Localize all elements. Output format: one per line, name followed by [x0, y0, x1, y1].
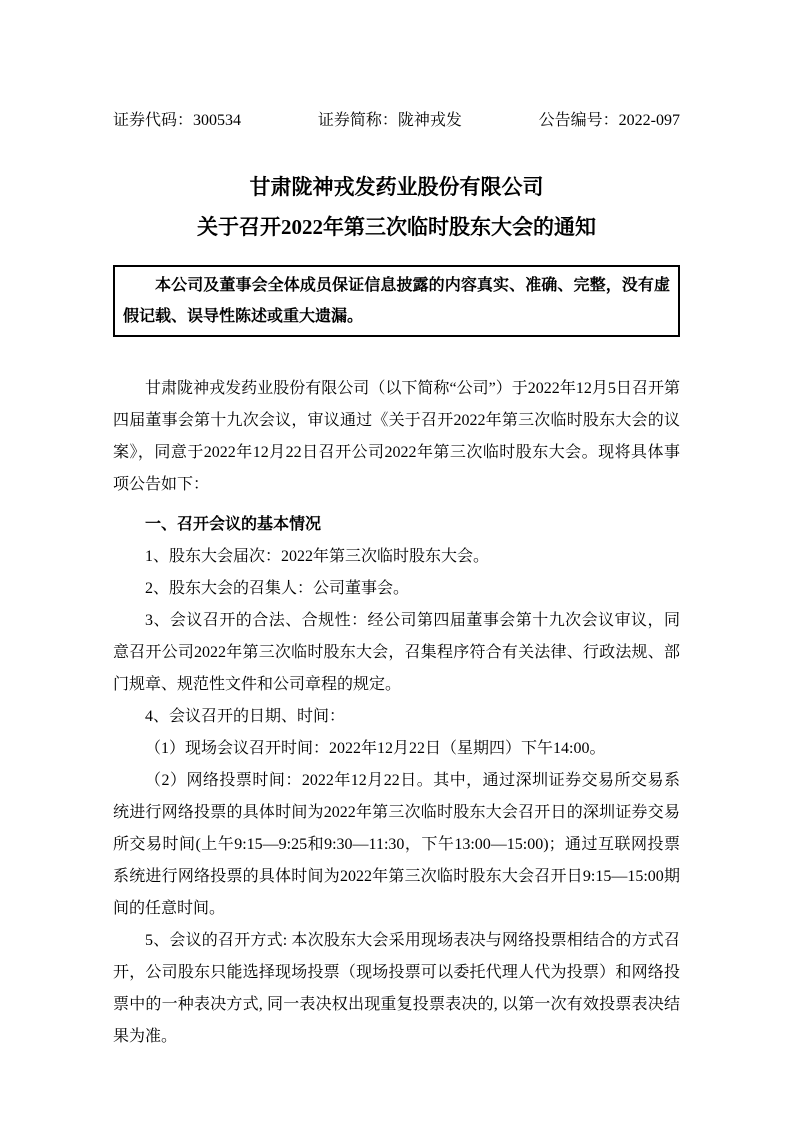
- item-date-time-label: 4、会议召开的日期、时间：: [145, 708, 346, 725]
- stock-code-label: 证券代码：300534: [113, 112, 242, 129]
- document-body: [113, 373, 680, 1053]
- item-convener: 2、股东大会的召集人：公司董事会。: [145, 580, 410, 597]
- item-meeting-method: 5、会议的召开方式: 本次股东大会采用现场表决与网络投票相结合的方式召开，公司股东只能选择现场投票（现场投票可以委托代理人代为投票）和网络投票中的一种表决方式, 同一表决权出现重复投票表决的, 以第一次有效投票表决结果为准。: [113, 932, 680, 1045]
- item-meeting-session: 1、股东大会届次：2022年第三次临时股东大会。: [145, 548, 490, 565]
- item-legality: 3、会议召开的合法、合规性：经公司第四届董事会第十九次会议审议，同意召开公司2022年第三次临时股东大会，召集程序符合有关法律、行政法规、部门规章、规范性文件和公司章程的规定。: [113, 612, 680, 693]
- item-onsite-meeting-time: （1）现场会议召开时间：2022年12月22日（星期四）下午14:00。: [145, 740, 606, 757]
- title-company-line: 甘肃陇神戎发药业股份有限公司: [249, 175, 544, 199]
- section-1-heading: 一、召开会议的基本情况: [145, 516, 322, 533]
- disclaimer-text: 本公司及董事会全体成员保证信息披露的内容真实、准确、完整，没有虚假记载、误导性陈述或重大遗漏。: [123, 277, 670, 325]
- stock-short-name-label: 证券简称：陇神戎发: [317, 112, 462, 129]
- document-title: [113, 167, 680, 247]
- securities-header-row: [113, 110, 680, 131]
- disclaimer-box: [113, 265, 680, 337]
- item-online-voting-time: （2）网络投票时间：2022年12月22日。其中，通过深圳证券交易所交易系统进行网络投票的具体时间为2022年第三次临时股东大会召开日的深圳证券交易所交易时间(上午9:15—9:25和9:30—11:30，下午13:00—15:00)；通过互联网投票系统进行网络投票的具体时间为2022年第三次临时股东大会召开日9:15—15:00期间的任意时间。: [113, 772, 680, 917]
- intro-paragraph: 甘肃陇神戎发药业股份有限公司（以下简称“公司”）于2022年12月5日召开第四届董事会第十九次会议，审议通过《关于召开2022年第三次临时股东大会的议案》，同意于2022年12月22日召开公司2022年第三次临时股东大会。现将具体事项公告如下：: [113, 380, 680, 493]
- title-subject-line: 关于召开2022年第三次临时股东大会的通知: [197, 215, 596, 239]
- announcement-number-label: 公告编号：2022-097: [538, 112, 680, 129]
